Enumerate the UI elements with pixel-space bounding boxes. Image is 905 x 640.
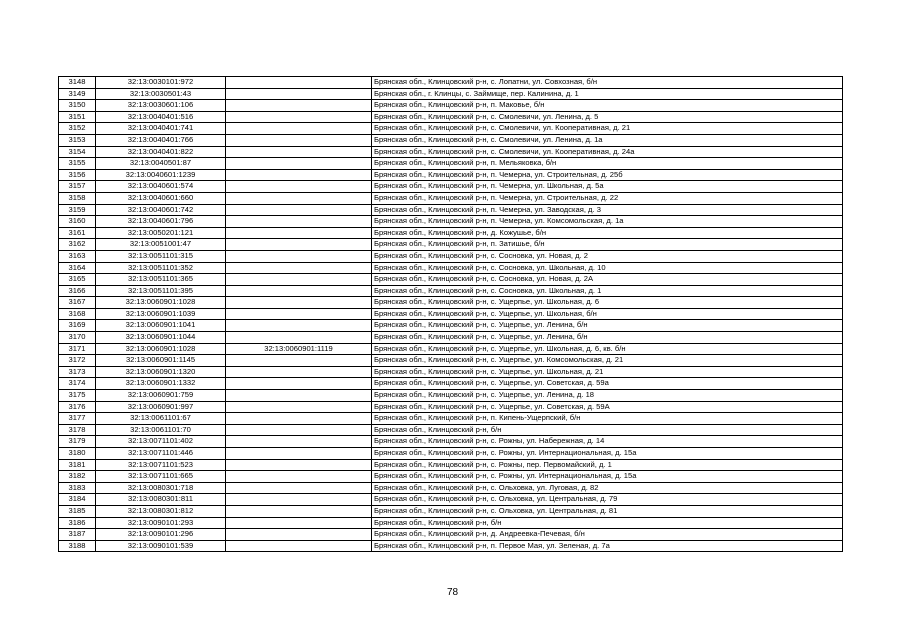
row-number: 3184 (59, 494, 96, 506)
row-number: 3150 (59, 100, 96, 112)
address: Брянская обл., Клинцовский р-н, с. Ущерпье, ул. Советская, д. 59а (372, 378, 843, 390)
row-number: 3167 (59, 297, 96, 309)
table-row (59, 192, 843, 204)
previous-cadastral-number (226, 100, 372, 112)
previous-cadastral-number (226, 540, 372, 552)
previous-cadastral-number (226, 158, 372, 170)
table-row (59, 285, 843, 297)
previous-cadastral-number (226, 390, 372, 402)
previous-cadastral-number (226, 262, 372, 274)
cadastral-number: 32:13:0040501:87 (96, 158, 226, 170)
previous-cadastral-number (226, 111, 372, 123)
page-number: 78 (446, 587, 459, 598)
cadastral-number: 32:13:0040401:822 (96, 146, 226, 158)
previous-cadastral-number (226, 181, 372, 193)
row-number: 3149 (59, 88, 96, 100)
cadastral-number: 32:13:0040601:660 (96, 192, 226, 204)
cadastral-number: 32:13:0060901:1320 (96, 366, 226, 378)
previous-cadastral-number (226, 355, 372, 367)
address: Брянская обл., Клинцовский р-н, с. Ущерпье, ул. Ленина, б/н (372, 320, 843, 332)
cadastral-number: 32:13:0060901:1028 (96, 343, 226, 355)
row-number: 3163 (59, 250, 96, 262)
row-number: 3173 (59, 366, 96, 378)
table-row (59, 355, 843, 367)
cadastral-number: 32:13:0040401:766 (96, 134, 226, 146)
previous-cadastral-number (226, 482, 372, 494)
row-number: 3185 (59, 505, 96, 517)
row-number: 3166 (59, 285, 96, 297)
row-number: 3164 (59, 262, 96, 274)
table-row (59, 216, 843, 228)
previous-cadastral-number (226, 494, 372, 506)
table-row (59, 227, 843, 239)
address: Брянская обл., Клинцовский р-н, п. Чемерна, ул. Школьная, д. 5а (372, 181, 843, 193)
address: Брянская обл., Клинцовский р-н, с. Сосновка, ул. Новая, д. 2 (372, 250, 843, 262)
address: Брянская обл., Клинцовский р-н, с. Ущерпье, ул. Школьная, д. 21 (372, 366, 843, 378)
row-number: 3169 (59, 320, 96, 332)
address: Брянская обл., Клинцовский р-н, с. Рожны, ул. Интернациональная, д. 15а (372, 448, 843, 460)
address: Брянская обл., Клинцовский р-н, с. Смолевичи, ул. Кооперативная, д. 21 (372, 123, 843, 135)
address: Брянская обл., Клинцовский р-н, с. Ущерпье, ул. Ленина, б/н (372, 332, 843, 344)
previous-cadastral-number (226, 192, 372, 204)
cadastral-number: 32:13:0040601:574 (96, 181, 226, 193)
previous-cadastral-number (226, 88, 372, 100)
previous-cadastral-number (226, 169, 372, 181)
cadastral-number: 32:13:0051101:395 (96, 285, 226, 297)
cadastral-number: 32:13:0060901:1044 (96, 332, 226, 344)
table-row (59, 448, 843, 460)
cadastral-number: 32:13:0051101:352 (96, 262, 226, 274)
previous-cadastral-number (226, 297, 372, 309)
previous-cadastral-number (226, 77, 372, 89)
cadastral-number: 32:13:0040601:796 (96, 216, 226, 228)
previous-cadastral-number (226, 413, 372, 425)
cadastral-number: 32:13:0060901:1332 (96, 378, 226, 390)
row-number: 3154 (59, 146, 96, 158)
previous-cadastral-number (226, 285, 372, 297)
cadastral-number: 32:13:0061101:67 (96, 413, 226, 425)
table-row (59, 320, 843, 332)
cadastral-number: 32:13:0080301:811 (96, 494, 226, 506)
previous-cadastral-number (226, 204, 372, 216)
previous-cadastral-number (226, 378, 372, 390)
row-number: 3175 (59, 390, 96, 402)
previous-cadastral-number (226, 134, 372, 146)
address: Брянская обл., Клинцовский р-н, п. Мельяковка, б/н (372, 158, 843, 170)
table-row (59, 146, 843, 158)
address: Брянская обл., Клинцовский р-н, п. Кипень-Ущерпский, б/н (372, 413, 843, 425)
table-row (59, 262, 843, 274)
previous-cadastral-number (226, 216, 372, 228)
previous-cadastral-number (226, 436, 372, 448)
row-number: 3155 (59, 158, 96, 170)
row-number: 3159 (59, 204, 96, 216)
previous-cadastral-number (226, 459, 372, 471)
table-row (59, 169, 843, 181)
row-number: 3161 (59, 227, 96, 239)
row-number: 3181 (59, 459, 96, 471)
row-number: 3157 (59, 181, 96, 193)
previous-cadastral-number (226, 308, 372, 320)
cadastral-number: 32:13:0071101:402 (96, 436, 226, 448)
address: Брянская обл., Клинцовский р-н, с. Сосновка, ул. Школьная, д. 1 (372, 285, 843, 297)
previous-cadastral-number (226, 239, 372, 251)
cadastral-number: 32:13:0051001:47 (96, 239, 226, 251)
table-row (59, 529, 843, 541)
address: Брянская обл., Клинцовский р-н, п. Затишье, б/н (372, 239, 843, 251)
address: Брянская обл., Клинцовский р-н, п. Чемерна, ул. Строительная, д. 25б (372, 169, 843, 181)
address: Брянская обл., Клинцовский р-н, с. Ольховка, ул. Центральная, д. 81 (372, 505, 843, 517)
row-number: 3152 (59, 123, 96, 135)
row-number: 3160 (59, 216, 96, 228)
previous-cadastral-number (226, 517, 372, 529)
table-row (59, 459, 843, 471)
address: Брянская обл., Клинцовский р-н, с. Сосновка, ул. Школьная, д. 10 (372, 262, 843, 274)
row-number: 3172 (59, 355, 96, 367)
cadastral-number: 32:13:0040401:741 (96, 123, 226, 135)
address: Брянская обл., Клинцовский р-н, б/н (372, 424, 843, 436)
cadastral-number: 32:13:0090101:296 (96, 529, 226, 541)
table-row (59, 540, 843, 552)
cadastral-number: 32:13:0050201:121 (96, 227, 226, 239)
address: Брянская обл., Клинцовский р-н, с. Ущерпье, ул. Советская, д. 59А (372, 401, 843, 413)
cadastral-number: 32:13:0040601:742 (96, 204, 226, 216)
row-number: 3182 (59, 471, 96, 483)
address: Брянская обл., Клинцовский р-н, с. Ущерпье, ул. Ленина, д. 18 (372, 390, 843, 402)
row-number: 3187 (59, 529, 96, 541)
cadastral-number: 32:13:0030101:972 (96, 77, 226, 89)
cadastral-number: 32:13:0051101:315 (96, 250, 226, 262)
previous-cadastral-number: 32:13:0060901:1119 (226, 343, 372, 355)
cadastral-number: 32:13:0090101:293 (96, 517, 226, 529)
cadastral-number: 32:13:0040601:1239 (96, 169, 226, 181)
address: Брянская обл., Клинцовский р-н, п. Чемерна, ул. Строительная, д. 22 (372, 192, 843, 204)
row-number: 3165 (59, 274, 96, 286)
cadastral-number: 32:13:0030501:43 (96, 88, 226, 100)
cadastral-number: 32:13:0080301:718 (96, 482, 226, 494)
cadastral-number: 32:13:0060901:997 (96, 401, 226, 413)
row-number: 3179 (59, 436, 96, 448)
table-row (59, 366, 843, 378)
row-number: 3168 (59, 308, 96, 320)
address: Брянская обл., Клинцовский р-н, с. Смолевичи, ул. Кооперативная, д. 24а (372, 146, 843, 158)
previous-cadastral-number (226, 401, 372, 413)
cadastral-number: 32:13:0040401:516 (96, 111, 226, 123)
row-number: 3156 (59, 169, 96, 181)
cadastral-number: 32:13:0071101:523 (96, 459, 226, 471)
row-number: 3148 (59, 77, 96, 89)
registry-table (58, 76, 843, 552)
table-row (59, 401, 843, 413)
previous-cadastral-number (226, 274, 372, 286)
row-number: 3162 (59, 239, 96, 251)
row-number: 3188 (59, 540, 96, 552)
table-row (59, 111, 843, 123)
cadastral-number: 32:13:0071101:665 (96, 471, 226, 483)
table-row (59, 123, 843, 135)
cadastral-number: 32:13:0051101:365 (96, 274, 226, 286)
row-number: 3183 (59, 482, 96, 494)
address: Брянская обл., Клинцовский р-н, с. Рожны, ул. Набережная, д. 14 (372, 436, 843, 448)
address: Брянская обл., Клинцовский р-н, п. Маковье, б/н (372, 100, 843, 112)
table-row (59, 274, 843, 286)
table-row (59, 88, 843, 100)
previous-cadastral-number (226, 146, 372, 158)
address: Брянская обл., Клинцовский р-н, с. Рожны, ул. Интернациональная, д. 15а (372, 471, 843, 483)
address: Брянская обл., Клинцовский р-н, с. Ущерпье, ул. Комсомольская, д. 21 (372, 355, 843, 367)
row-number: 3174 (59, 378, 96, 390)
previous-cadastral-number (226, 250, 372, 262)
table-row (59, 332, 843, 344)
row-number: 3176 (59, 401, 96, 413)
table-row (59, 250, 843, 262)
previous-cadastral-number (226, 332, 372, 344)
address: Брянская обл., Клинцовский р-н, с. Смолевичи, ул. Ленина, д. 5 (372, 111, 843, 123)
address: Брянская обл., Клинцовский р-н, д. Кожушье, б/н (372, 227, 843, 239)
address: Брянская обл., Клинцовский р-н, п. Чемерна, ул. Комсомольская, д. 1а (372, 216, 843, 228)
cadastral-number: 32:13:0080301:812 (96, 505, 226, 517)
table-row (59, 378, 843, 390)
row-number: 3180 (59, 448, 96, 460)
row-number: 3178 (59, 424, 96, 436)
table-row (59, 308, 843, 320)
table-row (59, 297, 843, 309)
table-row (59, 413, 843, 425)
cadastral-number: 32:13:0060901:1039 (96, 308, 226, 320)
previous-cadastral-number (226, 366, 372, 378)
row-number: 3171 (59, 343, 96, 355)
cadastral-number: 32:13:0030601:106 (96, 100, 226, 112)
table-row (59, 505, 843, 517)
address: Брянская обл., г. Клинцы, с. Займище, пер. Калинина, д. 1 (372, 88, 843, 100)
table-row (59, 239, 843, 251)
previous-cadastral-number (226, 320, 372, 332)
previous-cadastral-number (226, 505, 372, 517)
address: Брянская обл., Клинцовский р-н, с. Рожны, пер. Первомайский, д. 1 (372, 459, 843, 471)
table-row (59, 204, 843, 216)
address: Брянская обл., Клинцовский р-н, с. Ольховка, ул. Центральная, д. 79 (372, 494, 843, 506)
table-row (59, 517, 843, 529)
registry-table-body (59, 77, 843, 552)
previous-cadastral-number (226, 227, 372, 239)
address: Брянская обл., Клинцовский р-н, с. Смолевичи, ул. Ленина, д. 1а (372, 134, 843, 146)
address: Брянская обл., Клинцовский р-н, б/н (372, 517, 843, 529)
previous-cadastral-number (226, 123, 372, 135)
row-number: 3153 (59, 134, 96, 146)
table-row (59, 424, 843, 436)
address: Брянская обл., Клинцовский р-н, с. Сосновка, ул. Новая, д. 2А (372, 274, 843, 286)
address: Брянская обл., Клинцовский р-н, с. Ольховка, ул. Луговая, д. 82 (372, 482, 843, 494)
address: Брянская обл., Клинцовский р-н, п. Чемерна, ул. Заводская, д. 3 (372, 204, 843, 216)
table-row (59, 181, 843, 193)
cadastral-number: 32:13:0060901:1145 (96, 355, 226, 367)
table-row (59, 100, 843, 112)
cadastral-number: 32:13:0060901:759 (96, 390, 226, 402)
table-row (59, 482, 843, 494)
cadastral-number: 32:13:0090101:539 (96, 540, 226, 552)
address: Брянская обл., Клинцовский р-н, с. Лопатни, ул. Совхозная, б/н (372, 77, 843, 89)
table-row (59, 343, 843, 355)
previous-cadastral-number (226, 471, 372, 483)
table-row (59, 134, 843, 146)
previous-cadastral-number (226, 424, 372, 436)
table-row (59, 494, 843, 506)
cadastral-number: 32:13:0071101:446 (96, 448, 226, 460)
row-number: 3186 (59, 517, 96, 529)
address: Брянская обл., Клинцовский р-н, п. Первое Мая, ул. Зеленая, д. 7а (372, 540, 843, 552)
table-row (59, 471, 843, 483)
row-number: 3158 (59, 192, 96, 204)
table-row (59, 390, 843, 402)
row-number: 3170 (59, 332, 96, 344)
row-number: 3177 (59, 413, 96, 425)
address: Брянская обл., Клинцовский р-н, с. Ущерпье, ул. Школьная, д. 6 (372, 297, 843, 309)
address: Брянская обл., Клинцовский р-н, с. Ущерпье, ул. Школьная, б/н (372, 308, 843, 320)
table-row (59, 158, 843, 170)
cadastral-number: 32:13:0060901:1041 (96, 320, 226, 332)
cadastral-number: 32:13:0060901:1028 (96, 297, 226, 309)
address: Брянская обл., Клинцовский р-н, с. Ущерпье, ул. Школьная, д. 6, кв. б/н (372, 343, 843, 355)
previous-cadastral-number (226, 529, 372, 541)
row-number: 3151 (59, 111, 96, 123)
table-row (59, 436, 843, 448)
cadastral-number: 32:13:0061101:70 (96, 424, 226, 436)
table-row (59, 77, 843, 89)
previous-cadastral-number (226, 448, 372, 460)
address: Брянская обл., Клинцовский р-н, д. Андреевка-Печевая, б/н (372, 529, 843, 541)
